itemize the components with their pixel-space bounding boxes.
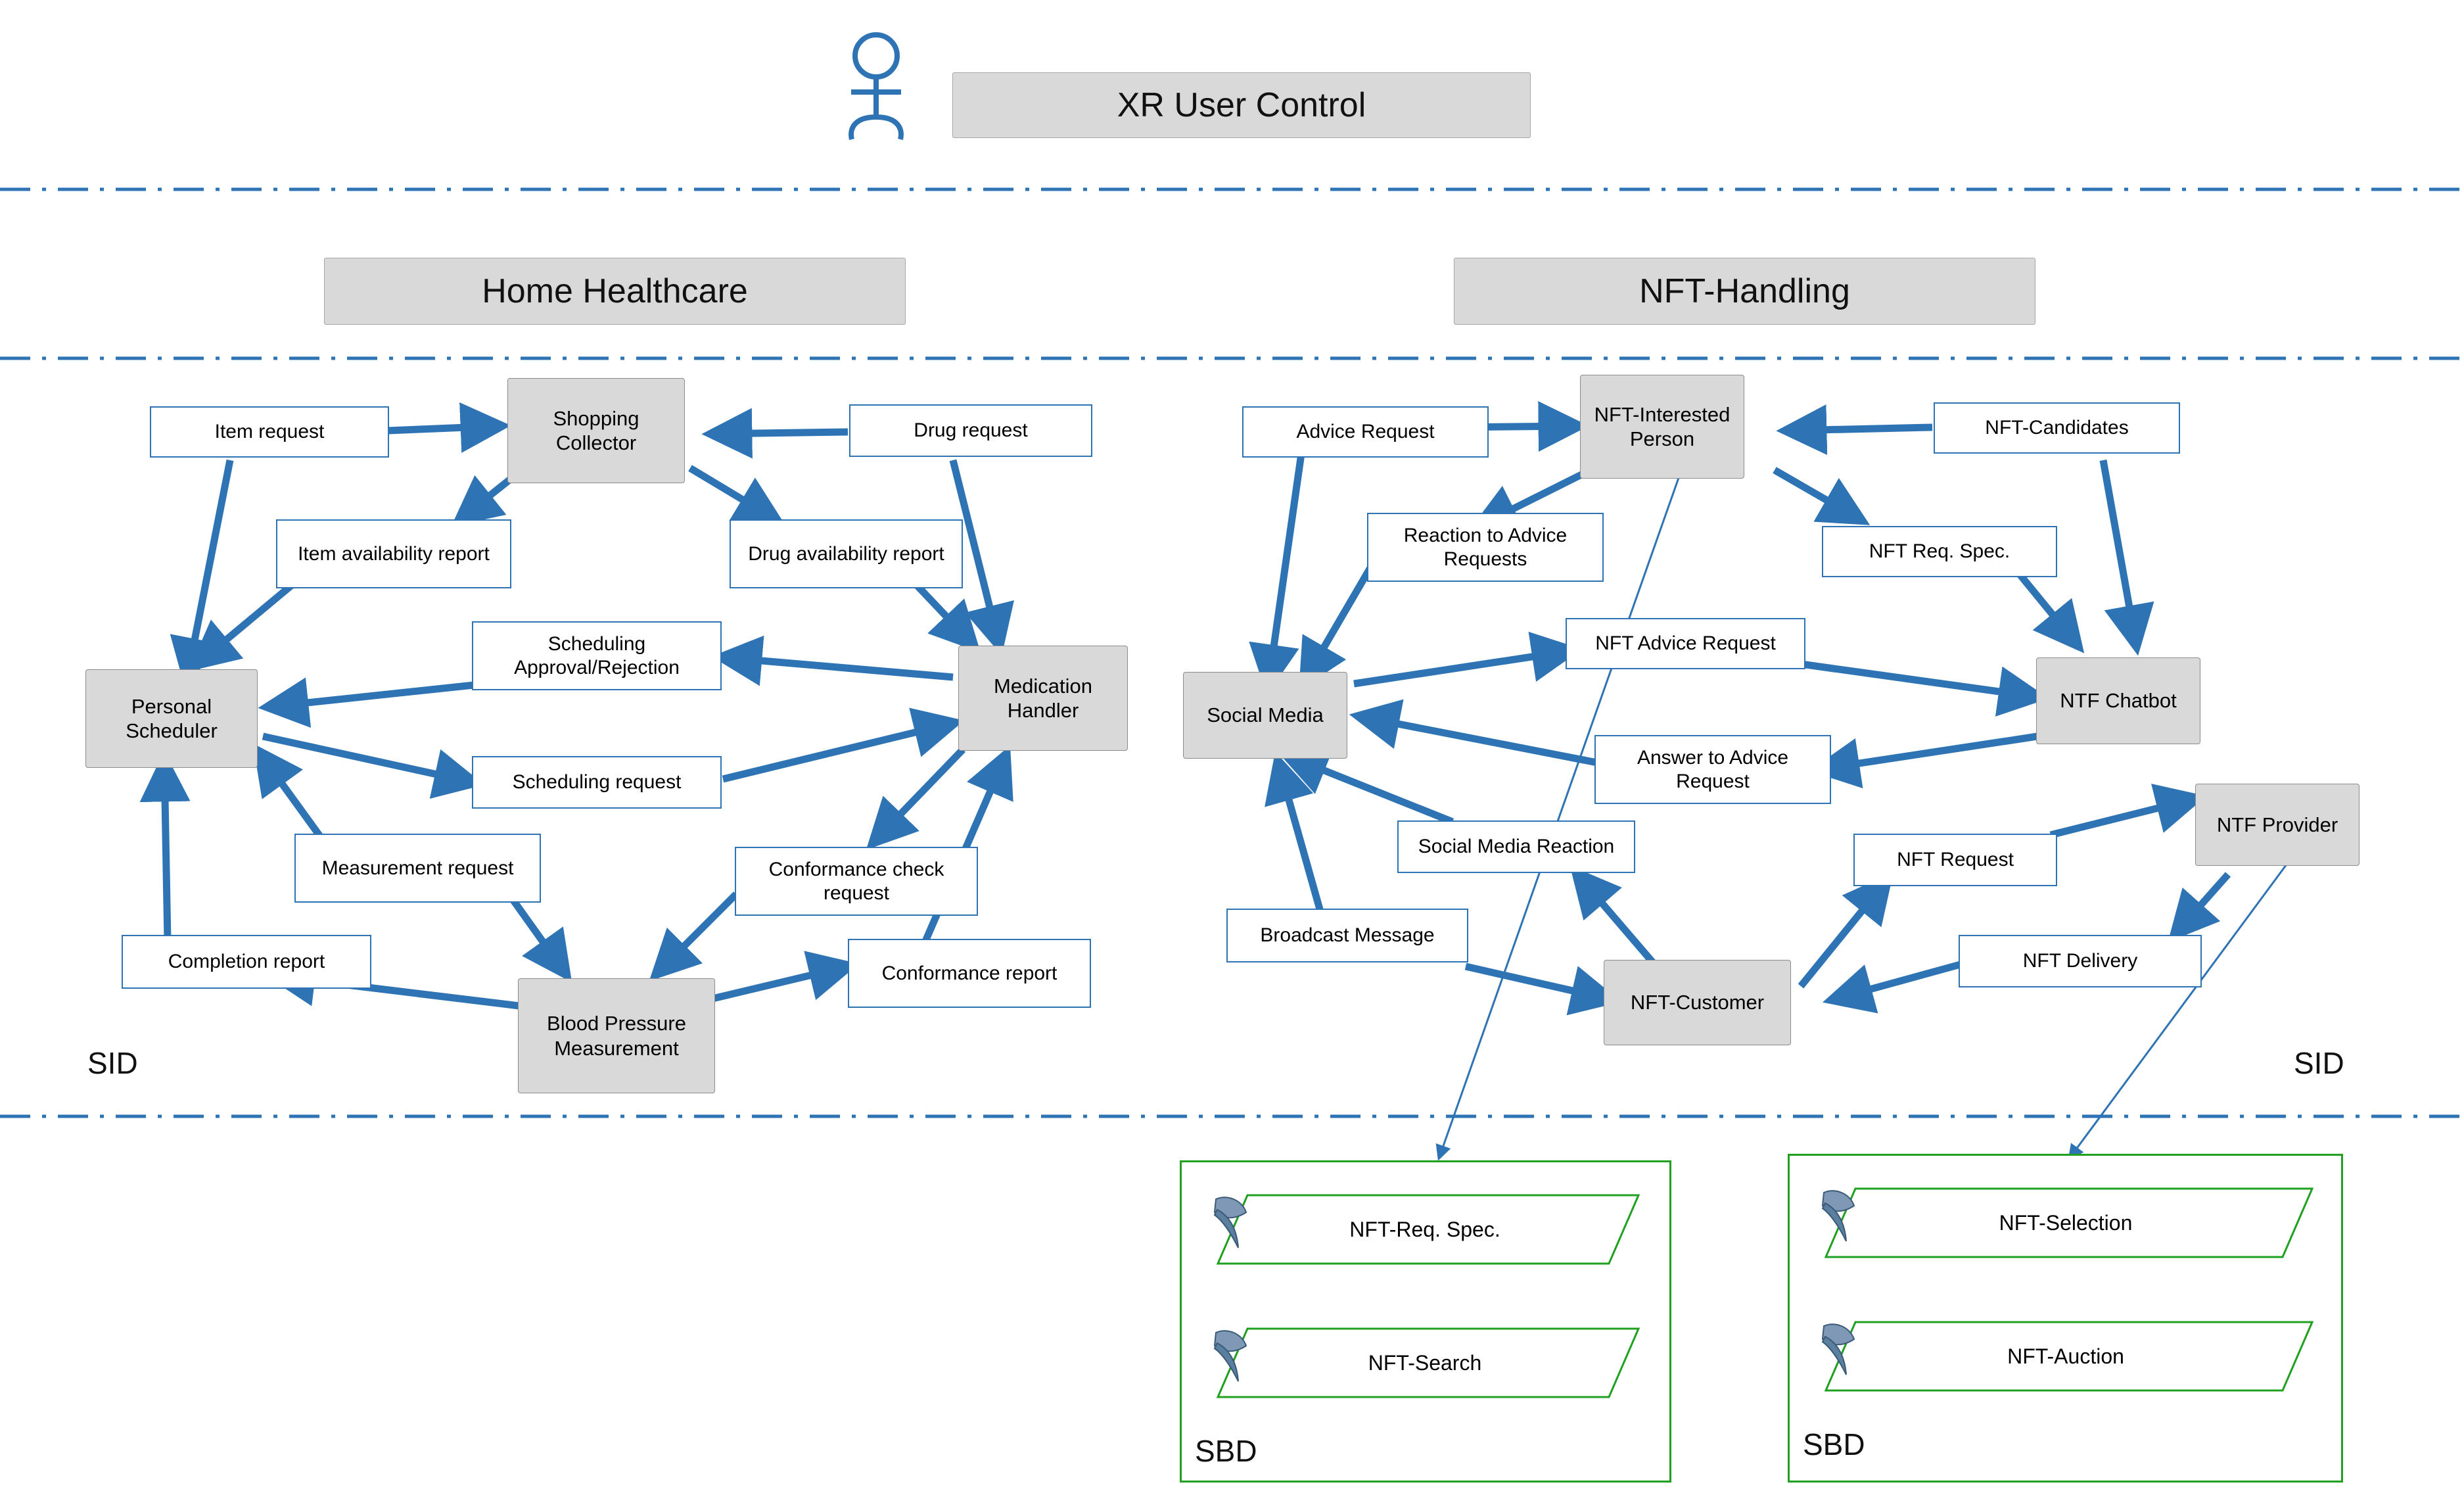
message-item-availability-report (276, 519, 511, 588)
message-label: NFT-Candidates (1985, 417, 2129, 439)
message-nft-advice-request (1566, 618, 1805, 669)
message-label: Scheduling request (512, 771, 682, 793)
actor-label: NTF Chatbot (2060, 689, 2177, 713)
actor-ntf-provider[interactable] (2195, 784, 2359, 866)
xr-user-control-label: XR User Control (1117, 86, 1366, 124)
sbd-item-nft-selection[interactable] (1816, 1183, 2315, 1262)
actor-nft-interested-person[interactable] (1580, 375, 1744, 479)
sbd-label-text: SBD (1195, 1434, 1257, 1468)
sid-label-left (87, 1045, 138, 1081)
message-label: Measurement request (321, 857, 514, 879)
message-measurement-request (294, 834, 541, 903)
sbd-panel-left (1180, 1160, 1671, 1483)
sbd-item-nft-auction[interactable] (1816, 1317, 2315, 1396)
message-label: NFT Delivery (2022, 950, 2138, 972)
actor-label: NTF Provider (2216, 813, 2338, 836)
sbd-item-label: NFT-Auction (2007, 1344, 2124, 1368)
message-label: NFT Advice Request (1595, 632, 1776, 654)
message-label: Drug request (914, 419, 1028, 441)
actor-label: NFT-Interested Person (1594, 402, 1731, 450)
message-label: Scheduling Approval/Rejection (514, 632, 680, 678)
message-answer-to-advice-request (1594, 735, 1831, 804)
actor-label: Blood Pressure Measurement (547, 1012, 686, 1060)
message-scheduling-approval-rejection (472, 621, 722, 690)
sbd-right-label (1803, 1427, 1865, 1462)
sbd-item-label: NFT-Selection (1999, 1210, 2133, 1235)
message-label: NFT Req. Spec. (1869, 540, 2011, 562)
message-label: Advice Request (1296, 421, 1435, 442)
message-reaction-to-advice-requests (1367, 513, 1604, 582)
actor-label: Medication Handler (994, 674, 1092, 722)
message-item-request (150, 406, 389, 458)
message-label: Item request (214, 421, 325, 442)
actor-label: Social Media (1207, 703, 1324, 727)
message-conformance-report (848, 939, 1091, 1008)
section-title-home-healthcare (324, 258, 906, 325)
sid-right-text: SID (2294, 1046, 2344, 1080)
actor-shopping-collector[interactable] (507, 378, 685, 483)
message-label: Reaction to Advice Requests (1403, 524, 1568, 570)
nft-handling-label: NFT-Handling (1639, 272, 1850, 310)
xr-user-control-title (952, 72, 1531, 138)
sid-left-text: SID (87, 1046, 138, 1080)
actor-social-media[interactable] (1183, 672, 1347, 759)
message-label: Answer to Advice Request (1637, 746, 1789, 792)
message-nft-req-spec (1822, 526, 2057, 577)
sbd-left-label (1195, 1433, 1257, 1469)
message-nft-candidates (1934, 402, 2180, 454)
message-scheduling-request (472, 756, 722, 809)
sbd-item-label: NFT-Search (1368, 1350, 1482, 1375)
actor-label: NFT-Customer (1630, 991, 1765, 1014)
message-label: Drug availability report (748, 542, 944, 565)
message-label: NFT Request (1897, 849, 2014, 870)
actor-medication-handler[interactable] (958, 646, 1128, 751)
message-label: Broadcast Message (1260, 924, 1435, 946)
actor-personal-scheduler[interactable] (85, 669, 258, 768)
actor-nft-customer[interactable] (1604, 960, 1791, 1045)
message-label: Completion report (168, 951, 325, 972)
sbd-label-text: SBD (1803, 1427, 1865, 1461)
message-drug-availability-report (730, 519, 963, 588)
sid-label-right (2294, 1045, 2344, 1081)
message-label: Conformance check request (768, 858, 944, 904)
message-advice-request (1242, 406, 1489, 458)
message-label: Social Media Reaction (1418, 836, 1615, 857)
actor-label: Personal Scheduler (126, 694, 218, 742)
message-label: Item availability report (298, 542, 490, 565)
sbd-item-nft-req-spec[interactable] (1208, 1190, 1642, 1269)
message-label: Conformance report (881, 962, 1058, 984)
message-nft-request (1853, 834, 2057, 886)
message-conformance-check-request (735, 847, 978, 916)
actor-blood-pressure-measurement[interactable] (518, 978, 715, 1093)
section-title-nft-handling (1454, 258, 2035, 325)
sbd-item-nft-search[interactable] (1208, 1323, 1642, 1402)
message-nft-delivery (1959, 935, 2202, 987)
message-completion-report (122, 935, 371, 989)
actor-ntf-chatbot[interactable] (2036, 657, 2200, 744)
message-drug-request (849, 404, 1092, 457)
message-broadcast-message (1226, 909, 1468, 962)
person-icon (851, 35, 901, 139)
sbd-item-label: NFT-Req. Spec. (1349, 1217, 1500, 1241)
actor-label: Shopping Collector (553, 406, 639, 454)
sbd-panel-right (1788, 1154, 2343, 1483)
message-social-media-reaction (1397, 820, 1635, 873)
home-healthcare-label: Home Healthcare (482, 272, 748, 310)
